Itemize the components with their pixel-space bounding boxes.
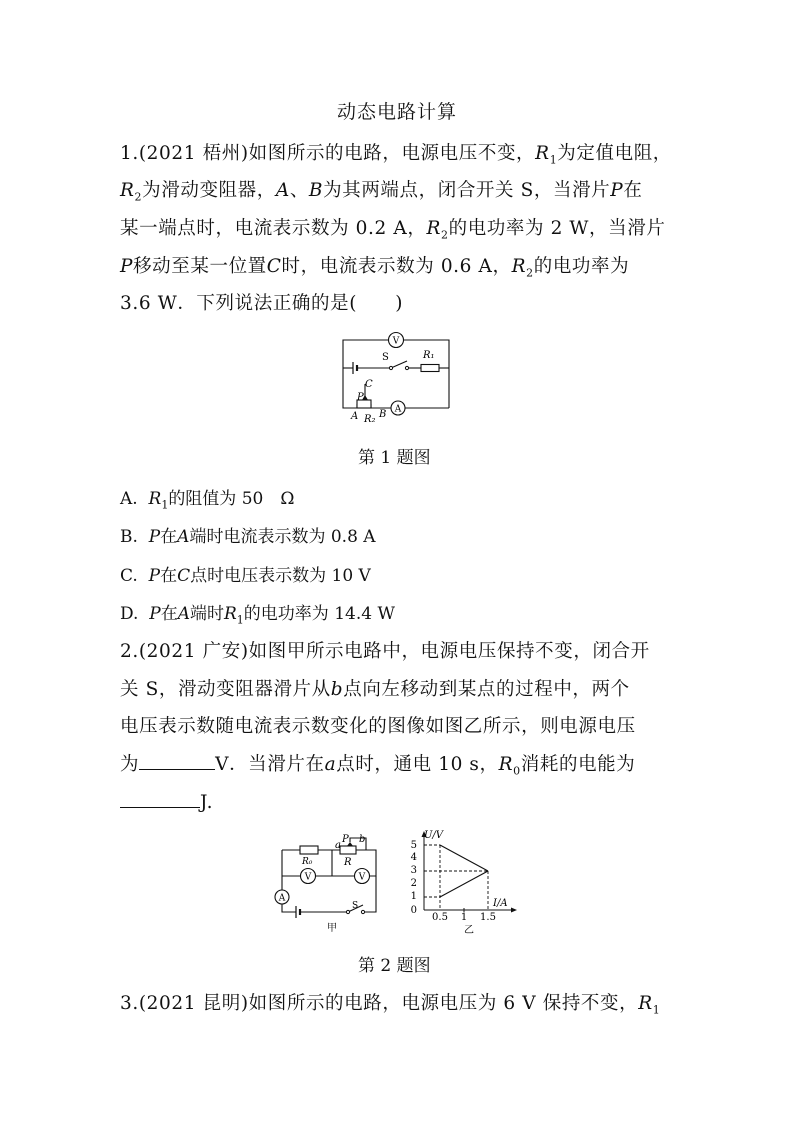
rheostat-r (340, 846, 356, 854)
end-a-label: a (335, 840, 341, 851)
r1-label: R₁ (423, 350, 435, 361)
y-tick-2: 2 (410, 878, 417, 889)
y-tick-4: 4 (410, 852, 417, 863)
switch-pivot (389, 366, 392, 369)
voltmeter-2-label: V (358, 872, 366, 883)
q2-graph-yi (402, 826, 522, 936)
x-tick-1-5: 1.5 (480, 912, 496, 923)
switch-label: S (382, 352, 389, 363)
ammeter-label: A (278, 893, 286, 904)
q1-line-1: 1.(2021 梧州)如图所示的电路，电源电压不变，$R_1$为定值电阻， (120, 143, 672, 167)
y-tick-1: 1 (410, 891, 417, 902)
switch-pivot (346, 910, 349, 913)
q1-circuit-figure (335, 328, 460, 428)
switch-contact (405, 366, 408, 369)
line-falling (440, 845, 488, 871)
switch-contact (361, 910, 364, 913)
y-tick-3: 3 (410, 865, 417, 876)
answer-blank-energy[interactable] (120, 789, 200, 808)
q2-line-1: 2.(2021 广安)如图甲所示电路中，电源电压保持不变，闭合开 (120, 641, 650, 662)
q2-line-3: 电压表示数随电流表示数变化的图像如图乙所示，则电源电压 (120, 716, 636, 737)
end-a-label: A (351, 411, 359, 422)
q1-option-d: D. P在A端时$R_1$的电功率为 14.4 W (120, 604, 395, 627)
q3-line-1: 3.(2021 昆明)如图所示的电路，电源电压为 6 V 保持不变，$R_1$ (120, 993, 661, 1017)
x-axis-arrow-icon (511, 908, 517, 913)
q1-option-c: C. P在C点时电压表示数为 10 V (120, 566, 371, 586)
slider-p-label: P (342, 834, 349, 845)
q1-line-3: 某一端点时，电流表示数为 0.2 A，$R_2$的电功率为 2 W，当滑片 (120, 218, 666, 242)
q2-line-2: 关 S，滑动变阻器滑片从b点向左移动到某点的过程中，两个 (120, 679, 630, 700)
r0-label: R₀ (302, 857, 313, 867)
ammeter-label: A (394, 404, 402, 415)
q1-option-a: A. $R_1$的阻值为 50 Ω (120, 489, 295, 512)
r2-label: R₂ (364, 414, 376, 425)
q1-caption: 第 1 题图 (358, 448, 431, 468)
y-axis-label: U/V (424, 830, 444, 841)
line-rising (440, 871, 488, 897)
x-tick-0-5: 0.5 (432, 912, 448, 923)
end-b-label: B (379, 409, 387, 420)
x-tick-1: 1 (460, 912, 468, 923)
q1-line-2: $R_2$为滑动变阻器，A、B为其两端点，闭合开关 S，当滑片P在 (120, 180, 643, 204)
x-axis-label: I/A (493, 898, 508, 909)
r-label: R (344, 857, 352, 868)
switch-label: S (352, 901, 359, 911)
voltmeter-1-label: V (304, 872, 312, 883)
q1-option-b: B. P在A端时电流表示数为 0.8 A (120, 527, 376, 547)
q2-line-4: 为 V．当滑片在a点时，通电 10 s，$R_0$消耗的电能为 (120, 750, 635, 778)
q2-circuit-figure-jia (268, 828, 388, 936)
resistor-r1 (421, 365, 439, 372)
y-tick-5: 5 (410, 840, 417, 851)
y-tick-0: 0 (410, 905, 417, 916)
answer-blank-voltage[interactable] (139, 751, 215, 770)
resistor-r0 (300, 846, 318, 854)
q2-line-5: J. (120, 789, 213, 813)
page-title: 动态电路计算 (337, 101, 458, 123)
slider-p-label: P (357, 392, 364, 403)
figure-yi-label: 乙 (464, 925, 474, 936)
q2-caption: 第 2 题图 (358, 956, 431, 976)
q1-line-4: P移动至某一位置C时，电流表示数为 0.6 A，$R_2$的电功率为 (120, 256, 630, 280)
figure-jia-label: 甲 (327, 923, 337, 934)
end-b-label: b (359, 834, 366, 845)
voltmeter-label: V (392, 336, 400, 347)
point-c-label: C (365, 379, 373, 390)
q1-line-5: 3.6 W．下列说法正确的是( ) (120, 293, 404, 314)
